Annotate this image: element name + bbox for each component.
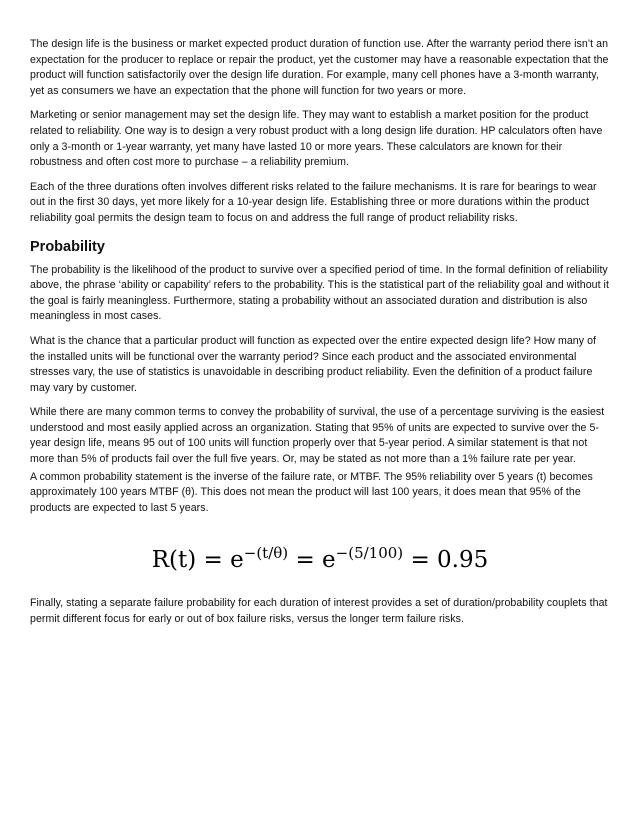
formula-result: = 0.95 <box>403 547 489 574</box>
formula-exponent-general: −(t/θ) <box>243 544 289 563</box>
paragraph-closing: Finally, stating a separate failure probability for each duration of interest provides a set of duration/probability couplets that permit different focus for early or out of box failure risks, versus the longer term failure risks. <box>30 597 608 626</box>
paragraph-percentage-surviving: While there are many common terms to convey the probability of survival, the use of a percentage surviving is the easiest understood and most easily applied across an organization. Stating that 95% of units are expected to survive over the 5-year design life, means 95 out of 100 units will function properly over that 5-year period. A similar statement is that not more than 5% of products fail over the full five years. Or, may be stated as not more than a 1% failure rate per year. <box>30 406 605 466</box>
section-heading-probability: Probability <box>30 238 105 255</box>
paragraph-probability-definition: The probability is the likelihood of the product to survive over a specified period of time. In the formal definition of reliability above, the phrase ‘ability or capability’ refers to the probability. This is the statistical part of the reliability goal and without it the goal is fairly meaningless. Furthermore, stating a probability without an associated duration and distribution is also meaningless in most cases. <box>30 263 609 323</box>
formula-mid: = e <box>288 547 336 574</box>
formula-lhs: R(t) = e <box>151 547 244 574</box>
document-page <box>30 37 610 637</box>
formula-exponent-values: −(5/100) <box>335 544 404 563</box>
paragraph-mtbf: A common probability statement is the inverse of the failure rate, or MTBF. The 95% reliability over 5 years (t) becomes approximately 100 years MTBF (θ). This does not mean the product will last 100 years, it does mean that 95% of the products are expected to last 5 years. <box>30 470 593 514</box>
paragraph-design-life: The design life is the business or market expected product duration of function use. After the warranty period there isn’t an expectation for the producer to replace or repair the product, yet the customer may have a reasonable expectation that the product will function satisfactorily over the design life duration. For example, many cell phones have a 3-month warranty, yet as consumers we have an expectation that the phone will function for two years or more. <box>30 38 609 97</box>
paragraph-chance: What is the chance that a particular product will function as expected over the entire expected design life? How many of the installed units will be functional over the warranty period? Since each product and the associated environmental stresses vary, the use of statistics is unavoidable in describing product reliability. Even the definition of a product failure may vary by customer. <box>30 334 597 394</box>
reliability-formula <box>30 536 610 574</box>
paragraph-marketing: Marketing or senior management may set the design life. They may want to establish a market position for the product related to reliability. One way is to design a very robust product with a long design life duration. HP calculators often have only a 3-month or 1-year warranty, yet many have lasted 10 or more years. These calculators are known for their robustness and often cost more to purchase – a reliability premium. <box>30 109 603 169</box>
paragraph-durations: Each of the three durations often involves different risks related to the failure mechanisms. It is rare for bearings to wear out in the first 30 days, yet more likely for a 10-year design life. Establishing three or more durations within the product reliability goal permits the design team to focus on and address the full range of product reliability risks. <box>30 180 597 224</box>
